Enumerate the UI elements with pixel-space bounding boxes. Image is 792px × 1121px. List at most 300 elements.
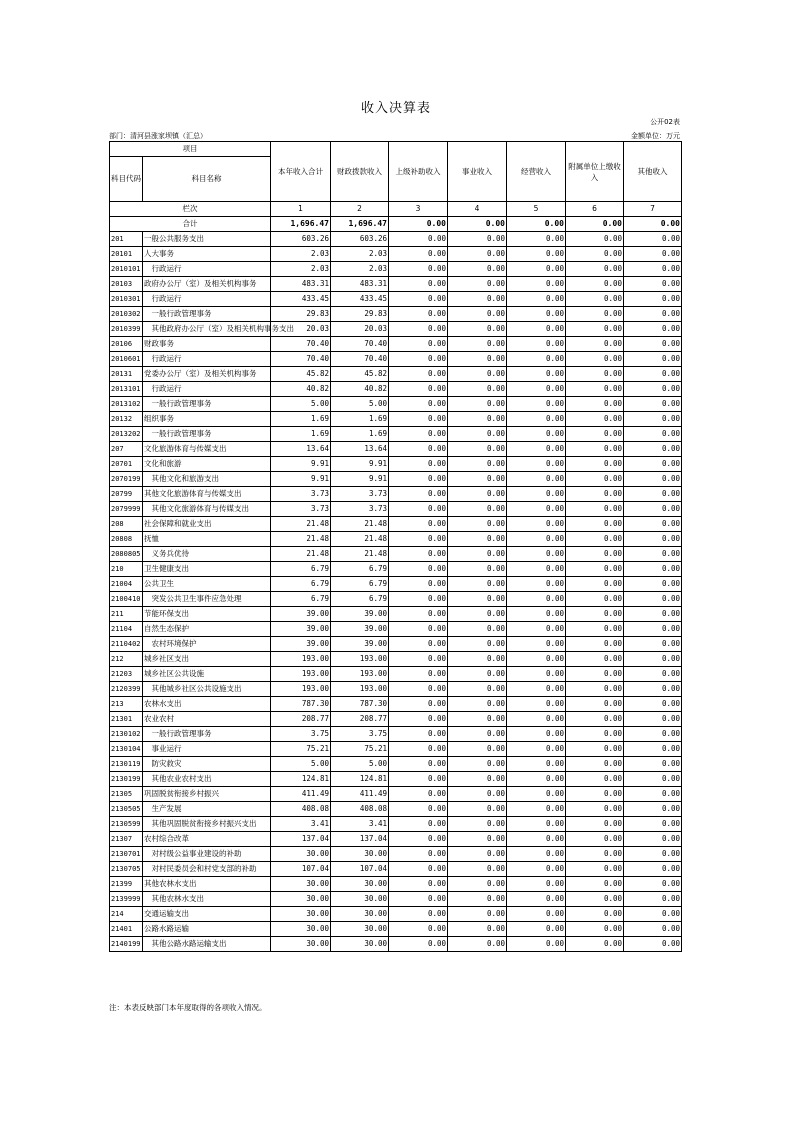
row-fiscal-income: 21.48 <box>331 517 389 532</box>
row-other-income: 0.00 <box>624 922 682 937</box>
row-fiscal-income: 3.41 <box>331 817 389 832</box>
table-row <box>110 427 682 442</box>
row-operating-income: 0.00 <box>507 622 566 637</box>
row-fiscal-income: 107.04 <box>331 862 389 877</box>
row-total-income: 3.73 <box>271 487 331 502</box>
row-affiliate-income: 0.00 <box>566 457 624 472</box>
row-name: 其他农林水支出 <box>143 892 271 907</box>
row-superior-subsidy: 0.00 <box>389 427 448 442</box>
row-business-income: 0.00 <box>448 532 507 547</box>
row-code: 211 <box>110 607 143 622</box>
row-other-income: 0.00 <box>624 667 682 682</box>
row-fiscal-income: 39.00 <box>331 607 389 622</box>
row-name: 一般行政管理事务 <box>143 727 271 742</box>
row-superior-subsidy: 0.00 <box>389 307 448 322</box>
row-fiscal-income: 2.03 <box>331 262 389 277</box>
col-num-3: 3 <box>389 202 448 217</box>
row-superior-subsidy: 0.00 <box>389 622 448 637</box>
row-operating-income: 0.00 <box>507 427 566 442</box>
form-number: 公开02表 <box>650 118 680 126</box>
row-business-income: 0.00 <box>448 292 507 307</box>
row-affiliate-income: 0.00 <box>566 937 624 952</box>
row-affiliate-income: 0.00 <box>566 862 624 877</box>
row-superior-subsidy: 0.00 <box>389 847 448 862</box>
row-name: 一般行政管理事务 <box>143 397 271 412</box>
row-operating-income: 0.00 <box>507 562 566 577</box>
row-fiscal-income: 30.00 <box>331 937 389 952</box>
row-affiliate-income: 0.00 <box>566 622 624 637</box>
row-business-income: 0.00 <box>448 517 507 532</box>
row-affiliate-income: 0.00 <box>566 592 624 607</box>
row-business-income: 0.00 <box>448 577 507 592</box>
row-operating-income: 0.00 <box>507 847 566 862</box>
row-code: 212 <box>110 652 143 667</box>
row-name: 政府办公厅（室）及相关机构事务 <box>143 277 271 292</box>
row-operating-income: 0.00 <box>507 262 566 277</box>
row-other-income: 0.00 <box>624 772 682 787</box>
row-total-income: 30.00 <box>271 922 331 937</box>
row-business-income: 0.00 <box>448 937 507 952</box>
row-other-income: 0.00 <box>624 622 682 637</box>
row-affiliate-income: 0.00 <box>566 637 624 652</box>
table-row <box>110 412 682 427</box>
row-superior-subsidy: 0.00 <box>389 442 448 457</box>
row-total-income: 5.00 <box>271 397 331 412</box>
row-name: 其他文化旅游体育与传媒支出 <box>143 502 271 517</box>
row-fiscal-income: 411.49 <box>331 787 389 802</box>
table-row <box>110 562 682 577</box>
row-code: 2013101 <box>110 382 143 397</box>
row-superior-subsidy: 0.00 <box>389 862 448 877</box>
row-other-income: 0.00 <box>624 832 682 847</box>
row-name: 行政运行 <box>143 292 271 307</box>
row-fiscal-income: 6.79 <box>331 562 389 577</box>
header-row-1 <box>110 142 682 157</box>
row-affiliate-income: 0.00 <box>566 397 624 412</box>
table-row <box>110 292 682 307</box>
row-affiliate-income: 0.00 <box>566 262 624 277</box>
row-superior-subsidy: 0.00 <box>389 802 448 817</box>
row-other-income: 0.00 <box>624 652 682 667</box>
table-row <box>110 307 682 322</box>
table-row <box>110 382 682 397</box>
row-other-income: 0.00 <box>624 937 682 952</box>
table-row <box>110 682 682 697</box>
row-operating-income: 0.00 <box>507 307 566 322</box>
row-other-income: 0.00 <box>624 757 682 772</box>
row-total-income: 21.48 <box>271 517 331 532</box>
row-name: 卫生健康支出 <box>143 562 271 577</box>
row-name: 行政运行 <box>143 262 271 277</box>
row-fiscal-income: 21.48 <box>331 547 389 562</box>
row-operating-income: 0.00 <box>507 322 566 337</box>
row-business-income: 0.00 <box>448 607 507 622</box>
row-operating-income: 0.00 <box>507 922 566 937</box>
row-affiliate-income: 0.00 <box>566 487 624 502</box>
row-operating-income: 0.00 <box>507 892 566 907</box>
row-affiliate-income: 0.00 <box>566 352 624 367</box>
row-other-income: 0.00 <box>624 577 682 592</box>
header-col-6: 附属单位上缴收入 <box>566 142 624 202</box>
row-name: 突发公共卫生事件应急处理 <box>143 592 271 607</box>
table-row <box>110 337 682 352</box>
row-name: 对村级公益事业建设的补助 <box>143 847 271 862</box>
row-business-income: 0.00 <box>448 802 507 817</box>
row-superior-subsidy: 0.00 <box>389 277 448 292</box>
row-business-income: 0.00 <box>448 487 507 502</box>
row-superior-subsidy: 0.00 <box>389 337 448 352</box>
header-col-7: 其他收入 <box>624 142 682 202</box>
table-row <box>110 802 682 817</box>
row-affiliate-income: 0.00 <box>566 607 624 622</box>
row-operating-income: 0.00 <box>507 862 566 877</box>
row-code: 210 <box>110 562 143 577</box>
row-total-income: 603.26 <box>271 232 331 247</box>
row-code: 20103 <box>110 277 143 292</box>
row-business-income: 0.00 <box>448 307 507 322</box>
row-superior-subsidy: 0.00 <box>389 742 448 757</box>
row-business-income: 0.00 <box>448 322 507 337</box>
row-other-income: 0.00 <box>624 442 682 457</box>
row-superior-subsidy: 0.00 <box>389 262 448 277</box>
row-operating-income: 0.00 <box>507 502 566 517</box>
row-code: 2080805 <box>110 547 143 562</box>
row-code: 2130705 <box>110 862 143 877</box>
row-code: 20808 <box>110 532 143 547</box>
row-fiscal-income: 5.00 <box>331 397 389 412</box>
row-other-income: 0.00 <box>624 457 682 472</box>
row-fiscal-income: 13.64 <box>331 442 389 457</box>
row-operating-income: 0.00 <box>507 517 566 532</box>
row-name: 其他农林水支出 <box>143 877 271 892</box>
row-superior-subsidy: 0.00 <box>389 517 448 532</box>
table-row <box>110 262 682 277</box>
row-code: 2013102 <box>110 397 143 412</box>
row-code: 2013202 <box>110 427 143 442</box>
row-superior-subsidy: 0.00 <box>389 607 448 622</box>
row-fiscal-income: 30.00 <box>331 847 389 862</box>
row-fiscal-income: 1.69 <box>331 412 389 427</box>
total-value-7: 0.00 <box>624 217 682 232</box>
row-other-income: 0.00 <box>624 547 682 562</box>
row-superior-subsidy: 0.00 <box>389 667 448 682</box>
row-other-income: 0.00 <box>624 412 682 427</box>
row-affiliate-income: 0.00 <box>566 922 624 937</box>
row-business-income: 0.00 <box>448 412 507 427</box>
header-name: 科目名称 <box>143 157 271 202</box>
total-value-5: 0.00 <box>507 217 566 232</box>
row-operating-income: 0.00 <box>507 457 566 472</box>
row-business-income: 0.00 <box>448 652 507 667</box>
row-business-income: 0.00 <box>448 382 507 397</box>
row-affiliate-income: 0.00 <box>566 367 624 382</box>
header-col-5: 经营收入 <box>507 142 566 202</box>
row-code: 2130102 <box>110 727 143 742</box>
row-superior-subsidy: 0.00 <box>389 727 448 742</box>
row-total-income: 5.00 <box>271 757 331 772</box>
row-name: 其他城乡社区公共设施支出 <box>143 682 271 697</box>
row-other-income: 0.00 <box>624 487 682 502</box>
row-superior-subsidy: 0.00 <box>389 877 448 892</box>
row-code: 2010101 <box>110 262 143 277</box>
row-business-income: 0.00 <box>448 682 507 697</box>
table-row <box>110 697 682 712</box>
col-num-6: 6 <box>566 202 624 217</box>
row-total-income: 411.49 <box>271 787 331 802</box>
row-code: 20132 <box>110 412 143 427</box>
table-row <box>110 817 682 832</box>
row-fiscal-income: 6.79 <box>331 577 389 592</box>
row-affiliate-income: 0.00 <box>566 667 624 682</box>
col-num-4: 4 <box>448 202 507 217</box>
column-number-row <box>110 202 682 217</box>
row-affiliate-income: 0.00 <box>566 427 624 442</box>
row-fiscal-income: 20.03 <box>331 322 389 337</box>
row-total-income: 208.77 <box>271 712 331 727</box>
row-code: 2120399 <box>110 682 143 697</box>
row-superior-subsidy: 0.00 <box>389 937 448 952</box>
row-total-income: 70.40 <box>271 337 331 352</box>
row-other-income: 0.00 <box>624 787 682 802</box>
row-business-income: 0.00 <box>448 427 507 442</box>
row-operating-income: 0.00 <box>507 652 566 667</box>
row-total-income: 70.40 <box>271 352 331 367</box>
row-operating-income: 0.00 <box>507 442 566 457</box>
row-fiscal-income: 9.91 <box>331 472 389 487</box>
row-business-income: 0.00 <box>448 757 507 772</box>
row-code: 20701 <box>110 457 143 472</box>
row-code: 2130701 <box>110 847 143 862</box>
row-affiliate-income: 0.00 <box>566 712 624 727</box>
row-other-income: 0.00 <box>624 802 682 817</box>
row-superior-subsidy: 0.00 <box>389 247 448 262</box>
row-affiliate-income: 0.00 <box>566 322 624 337</box>
row-other-income: 0.00 <box>624 877 682 892</box>
row-superior-subsidy: 0.00 <box>389 592 448 607</box>
row-code: 2070199 <box>110 472 143 487</box>
row-code: 20799 <box>110 487 143 502</box>
row-superior-subsidy: 0.00 <box>389 382 448 397</box>
table-row <box>110 787 682 802</box>
table-row <box>110 442 682 457</box>
table-row <box>110 367 682 382</box>
row-affiliate-income: 0.00 <box>566 472 624 487</box>
row-name: 对村民委员会和村党支部的补助 <box>143 862 271 877</box>
row-total-income: 21.48 <box>271 547 331 562</box>
row-business-income: 0.00 <box>448 457 507 472</box>
header-code: 科目代码 <box>110 157 143 202</box>
row-business-income: 0.00 <box>448 772 507 787</box>
row-operating-income: 0.00 <box>507 292 566 307</box>
row-name: 党委办公厅（室）及相关机构事务 <box>143 367 271 382</box>
row-affiliate-income: 0.00 <box>566 277 624 292</box>
table-row <box>110 232 682 247</box>
row-total-income: 193.00 <box>271 682 331 697</box>
row-fiscal-income: 193.00 <box>331 682 389 697</box>
row-total-income: 6.79 <box>271 577 331 592</box>
header-col-3: 上级补助收入 <box>389 142 448 202</box>
row-other-income: 0.00 <box>624 337 682 352</box>
row-business-income: 0.00 <box>448 637 507 652</box>
row-business-income: 0.00 <box>448 892 507 907</box>
row-superior-subsidy: 0.00 <box>389 757 448 772</box>
row-name: 一般行政管理事务 <box>143 427 271 442</box>
table-row <box>110 832 682 847</box>
row-affiliate-income: 0.00 <box>566 532 624 547</box>
row-name: 公共卫生 <box>143 577 271 592</box>
row-total-income: 6.79 <box>271 562 331 577</box>
row-code: 21401 <box>110 922 143 937</box>
row-fiscal-income: 45.82 <box>331 367 389 382</box>
row-superior-subsidy: 0.00 <box>389 232 448 247</box>
table-row <box>110 907 682 922</box>
row-fiscal-income: 5.00 <box>331 757 389 772</box>
row-total-income: 30.00 <box>271 847 331 862</box>
row-affiliate-income: 0.00 <box>566 697 624 712</box>
table-row <box>110 592 682 607</box>
row-business-income: 0.00 <box>448 712 507 727</box>
row-business-income: 0.00 <box>448 262 507 277</box>
row-fiscal-income: 137.04 <box>331 832 389 847</box>
row-other-income: 0.00 <box>624 697 682 712</box>
row-other-income: 0.00 <box>624 532 682 547</box>
department-label: 部门：清河县涨家坝镇（汇总） <box>109 132 207 140</box>
row-superior-subsidy: 0.00 <box>389 637 448 652</box>
table-row <box>110 487 682 502</box>
row-fiscal-income: 193.00 <box>331 667 389 682</box>
row-code: 2010601 <box>110 352 143 367</box>
row-fiscal-income: 603.26 <box>331 232 389 247</box>
row-name: 城乡社区支出 <box>143 652 271 667</box>
row-operating-income: 0.00 <box>507 547 566 562</box>
row-affiliate-income: 0.00 <box>566 787 624 802</box>
row-superior-subsidy: 0.00 <box>389 322 448 337</box>
row-name: 行政运行 <box>143 352 271 367</box>
table-row <box>110 892 682 907</box>
row-operating-income: 0.00 <box>507 772 566 787</box>
row-operating-income: 0.00 <box>507 352 566 367</box>
row-operating-income: 0.00 <box>507 697 566 712</box>
row-other-income: 0.00 <box>624 682 682 697</box>
row-total-income: 20.03 <box>271 322 331 337</box>
row-operating-income: 0.00 <box>507 802 566 817</box>
table-row <box>110 667 682 682</box>
row-code: 208 <box>110 517 143 532</box>
table-row <box>110 652 682 667</box>
row-total-income: 39.00 <box>271 622 331 637</box>
row-fiscal-income: 30.00 <box>331 907 389 922</box>
row-business-income: 0.00 <box>448 832 507 847</box>
row-superior-subsidy: 0.00 <box>389 562 448 577</box>
row-other-income: 0.00 <box>624 712 682 727</box>
row-code: 2130119 <box>110 757 143 772</box>
row-total-income: 124.81 <box>271 772 331 787</box>
row-superior-subsidy: 0.00 <box>389 712 448 727</box>
row-fiscal-income: 3.73 <box>331 487 389 502</box>
row-total-income: 3.73 <box>271 502 331 517</box>
row-affiliate-income: 0.00 <box>566 877 624 892</box>
header-col-2: 财政拨款收入 <box>331 142 389 202</box>
row-total-income: 483.31 <box>271 277 331 292</box>
row-affiliate-income: 0.00 <box>566 292 624 307</box>
row-name: 其他政府办公厅（室）及相关机构事务支出 <box>143 322 271 337</box>
row-affiliate-income: 0.00 <box>566 727 624 742</box>
row-superior-subsidy: 0.00 <box>389 532 448 547</box>
row-operating-income: 0.00 <box>507 742 566 757</box>
row-code: 2130599 <box>110 817 143 832</box>
row-code: 21399 <box>110 877 143 892</box>
income-table <box>109 141 682 952</box>
row-other-income: 0.00 <box>624 607 682 622</box>
row-superior-subsidy: 0.00 <box>389 292 448 307</box>
row-code: 21305 <box>110 787 143 802</box>
row-code: 21004 <box>110 577 143 592</box>
row-total-income: 9.91 <box>271 457 331 472</box>
table-row <box>110 352 682 367</box>
row-other-income: 0.00 <box>624 397 682 412</box>
row-total-income: 39.00 <box>271 637 331 652</box>
table-row <box>110 622 682 637</box>
row-business-income: 0.00 <box>448 337 507 352</box>
row-operating-income: 0.00 <box>507 727 566 742</box>
row-affiliate-income: 0.00 <box>566 442 624 457</box>
row-fiscal-income: 3.75 <box>331 727 389 742</box>
table-row <box>110 862 682 877</box>
row-name: 城乡社区公共设施 <box>143 667 271 682</box>
row-affiliate-income: 0.00 <box>566 832 624 847</box>
row-fiscal-income: 124.81 <box>331 772 389 787</box>
row-code: 20131 <box>110 367 143 382</box>
row-total-income: 193.00 <box>271 652 331 667</box>
row-business-income: 0.00 <box>448 727 507 742</box>
row-operating-income: 0.00 <box>507 607 566 622</box>
row-total-income: 6.79 <box>271 592 331 607</box>
row-other-income: 0.00 <box>624 292 682 307</box>
row-operating-income: 0.00 <box>507 712 566 727</box>
row-fiscal-income: 433.45 <box>331 292 389 307</box>
row-operating-income: 0.00 <box>507 382 566 397</box>
row-fiscal-income: 408.08 <box>331 802 389 817</box>
row-name: 自然生态保护 <box>143 622 271 637</box>
row-other-income: 0.00 <box>624 562 682 577</box>
row-operating-income: 0.00 <box>507 277 566 292</box>
row-fiscal-income: 39.00 <box>331 637 389 652</box>
lanci-label: 栏次 <box>110 202 271 217</box>
row-name: 其他农业农村支出 <box>143 772 271 787</box>
row-superior-subsidy: 0.00 <box>389 412 448 427</box>
row-superior-subsidy: 0.00 <box>389 817 448 832</box>
row-name: 其他文化旅游体育与传媒支出 <box>143 487 271 502</box>
row-name: 社会保障和就业支出 <box>143 517 271 532</box>
footnote: 注：本表反映部门本年度取得的各项收入情况。 <box>109 1003 267 1012</box>
row-operating-income: 0.00 <box>507 577 566 592</box>
row-affiliate-income: 0.00 <box>566 337 624 352</box>
row-code: 2079999 <box>110 502 143 517</box>
row-superior-subsidy: 0.00 <box>389 547 448 562</box>
row-operating-income: 0.00 <box>507 907 566 922</box>
row-affiliate-income: 0.00 <box>566 742 624 757</box>
row-code: 201 <box>110 232 143 247</box>
row-other-income: 0.00 <box>624 862 682 877</box>
total-row <box>110 217 682 232</box>
header-col-1: 本年收入合计 <box>271 142 331 202</box>
table-row <box>110 922 682 937</box>
row-superior-subsidy: 0.00 <box>389 577 448 592</box>
row-name: 行政运行 <box>143 382 271 397</box>
row-code: 2110402 <box>110 637 143 652</box>
table-row <box>110 322 682 337</box>
row-affiliate-income: 0.00 <box>566 847 624 862</box>
